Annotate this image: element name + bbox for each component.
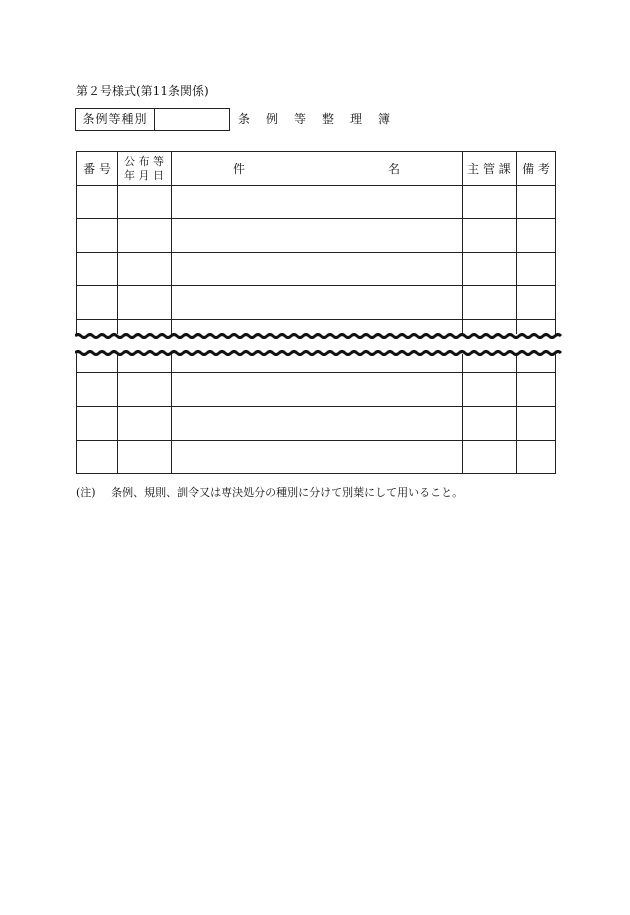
header-name — [171, 152, 462, 185]
header-date — [117, 152, 171, 185]
note-mark: (注) — [76, 486, 96, 499]
break-wave-bottom — [75, 352, 561, 355]
row-divider — [77, 185, 555, 186]
column-divider — [171, 152, 172, 473]
row-divider — [77, 319, 555, 320]
row-divider — [77, 440, 555, 441]
header-date-line1: 公 布 等 — [124, 154, 164, 168]
header-remarks: 備 考 — [522, 162, 550, 176]
register-title: 条例等整理簿 — [238, 112, 407, 126]
row-divider — [77, 285, 555, 286]
header-name-left: 件 — [233, 162, 246, 176]
type-value — [155, 109, 229, 130]
column-divider — [117, 152, 118, 473]
type-box — [75, 108, 230, 131]
header-date-line2: 年 月 日 — [124, 168, 164, 182]
row-divider — [77, 252, 555, 253]
row-divider — [77, 372, 555, 373]
ledger-table — [76, 151, 556, 474]
table-break-line-bottom — [75, 350, 563, 356]
usage-note — [76, 486, 463, 500]
note-text: 条例、規則、訓令又は専決処分の種別に分けて別葉にして用いること。 — [111, 486, 464, 499]
row-divider — [77, 218, 555, 219]
header-department: 主 管 課 — [467, 162, 511, 176]
header-number: 番 号 — [83, 162, 111, 176]
column-divider — [462, 152, 463, 473]
row-divider — [77, 406, 555, 407]
break-wave-top — [75, 335, 561, 338]
table-break-line-top — [75, 333, 563, 339]
header-name-right: 名 — [387, 162, 400, 176]
form-number: 第２号様式(第11条関係) — [76, 84, 209, 98]
column-divider — [516, 152, 517, 473]
type-label: 条例等種別 — [76, 109, 155, 130]
